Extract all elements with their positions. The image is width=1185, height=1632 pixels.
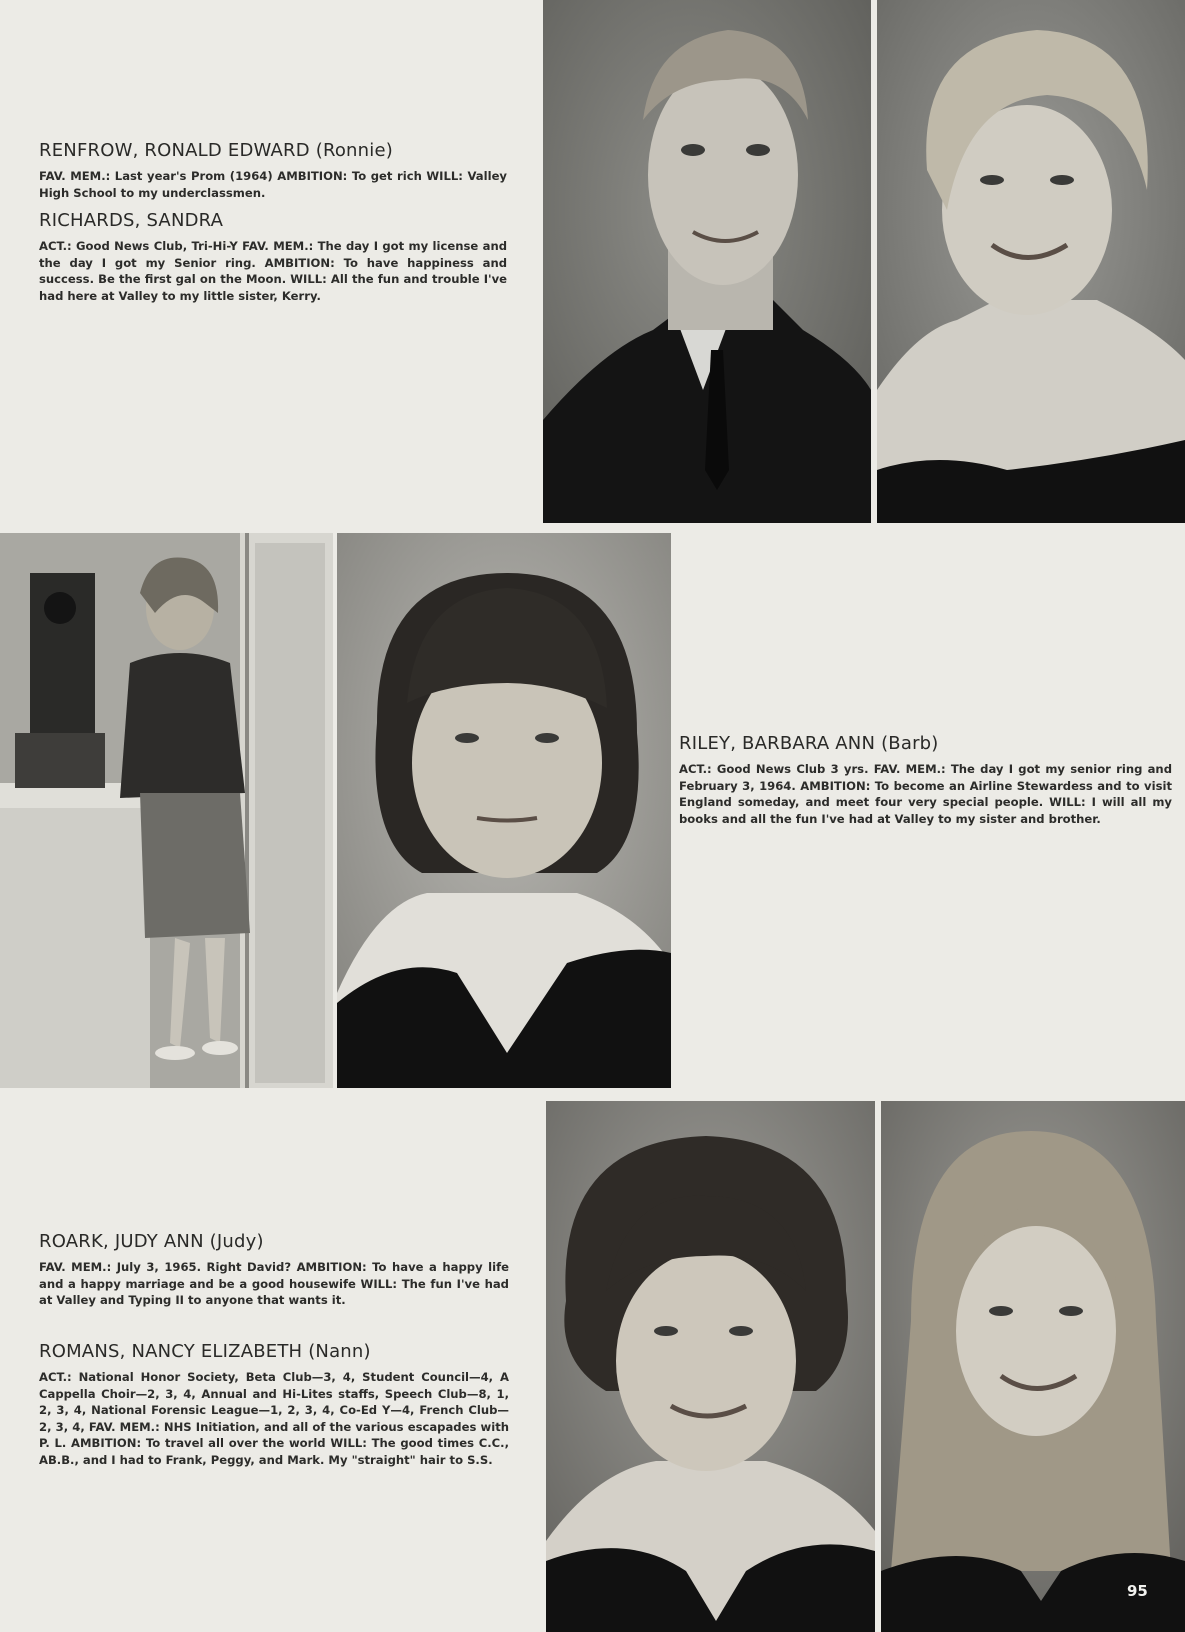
portrait-richards — [877, 0, 1185, 523]
portrait-riley — [337, 533, 671, 1088]
student-name: RENFROW, RONALD EDWARD (Ronnie) — [39, 140, 393, 161]
student-bio: ACT.: National Honor Society, Beta Club—3, 4, Student Council—4, A Cappella Choir—2, 3, 4, Annual and Hi-Lites staffs, Speech Club—8, 1, 2, 3, 4, National Forensic League—1, 2, 3, 4, Co-Ed Y—4, French Club—2, 3, 4, FAV. MEM.: NHS Initiation, and all of the various escapades with P. L. AMBITION: To travel all over the world WILL: The good times C.C., AB.B., and I had to Frank, Peggy, and Mark. My "straight" hair to S.S. — [39, 1370, 509, 1467]
student-bio: FAV. MEM.: July 3, 1965. Right David? AMBITION: To have a happy life and a happy marriage and be a good housewife WILL: The fun I've had at Valley and Typing II to anyone that wants it. — [39, 1260, 509, 1308]
student-entry-richards — [39, 210, 507, 304]
student-entry-roark — [39, 1231, 509, 1309]
student-entry-riley — [679, 733, 1172, 827]
portrait-romans — [881, 1101, 1185, 1632]
page-number: 95 — [1127, 1582, 1148, 1600]
student-bio: FAV. MEM.: Last year's Prom (1964) AMBITION: To get rich WILL: Valley High School to my underclassmen. — [39, 169, 507, 200]
portrait-roark — [546, 1101, 875, 1632]
student-name: RICHARDS, SANDRA — [39, 210, 224, 231]
student-bio: ACT.: Good News Club 3 yrs. FAV. MEM.: The day I got my senior ring and February 3, 1964. AMBITION: To become an Airline Stewardess and to visit England someday, and meet four very special people. WILL: I will all my books and all the fun I've had at Valley to my sister and brother. — [679, 762, 1172, 826]
candid-photo-telephone — [0, 533, 333, 1088]
student-entry-romans — [39, 1341, 509, 1469]
portrait-renfrow — [543, 0, 871, 523]
student-name: ROMANS, NANCY ELIZABETH (Nann) — [39, 1341, 371, 1362]
student-name: RILEY, BARBARA ANN (Barb) — [679, 733, 939, 754]
student-name: ROARK, JUDY ANN (Judy) — [39, 1231, 264, 1252]
student-bio: ACT.: Good News Club, Tri-Hi-Y FAV. MEM.: The day I got my license and the day I got my Senior ring. AMBITION: To have happiness and success. Be the first gal on the Moon. WILL: All the fun and trouble I've had here at Valley to my little sister, Kerry. — [39, 239, 507, 303]
student-entry-renfrow — [39, 140, 507, 201]
